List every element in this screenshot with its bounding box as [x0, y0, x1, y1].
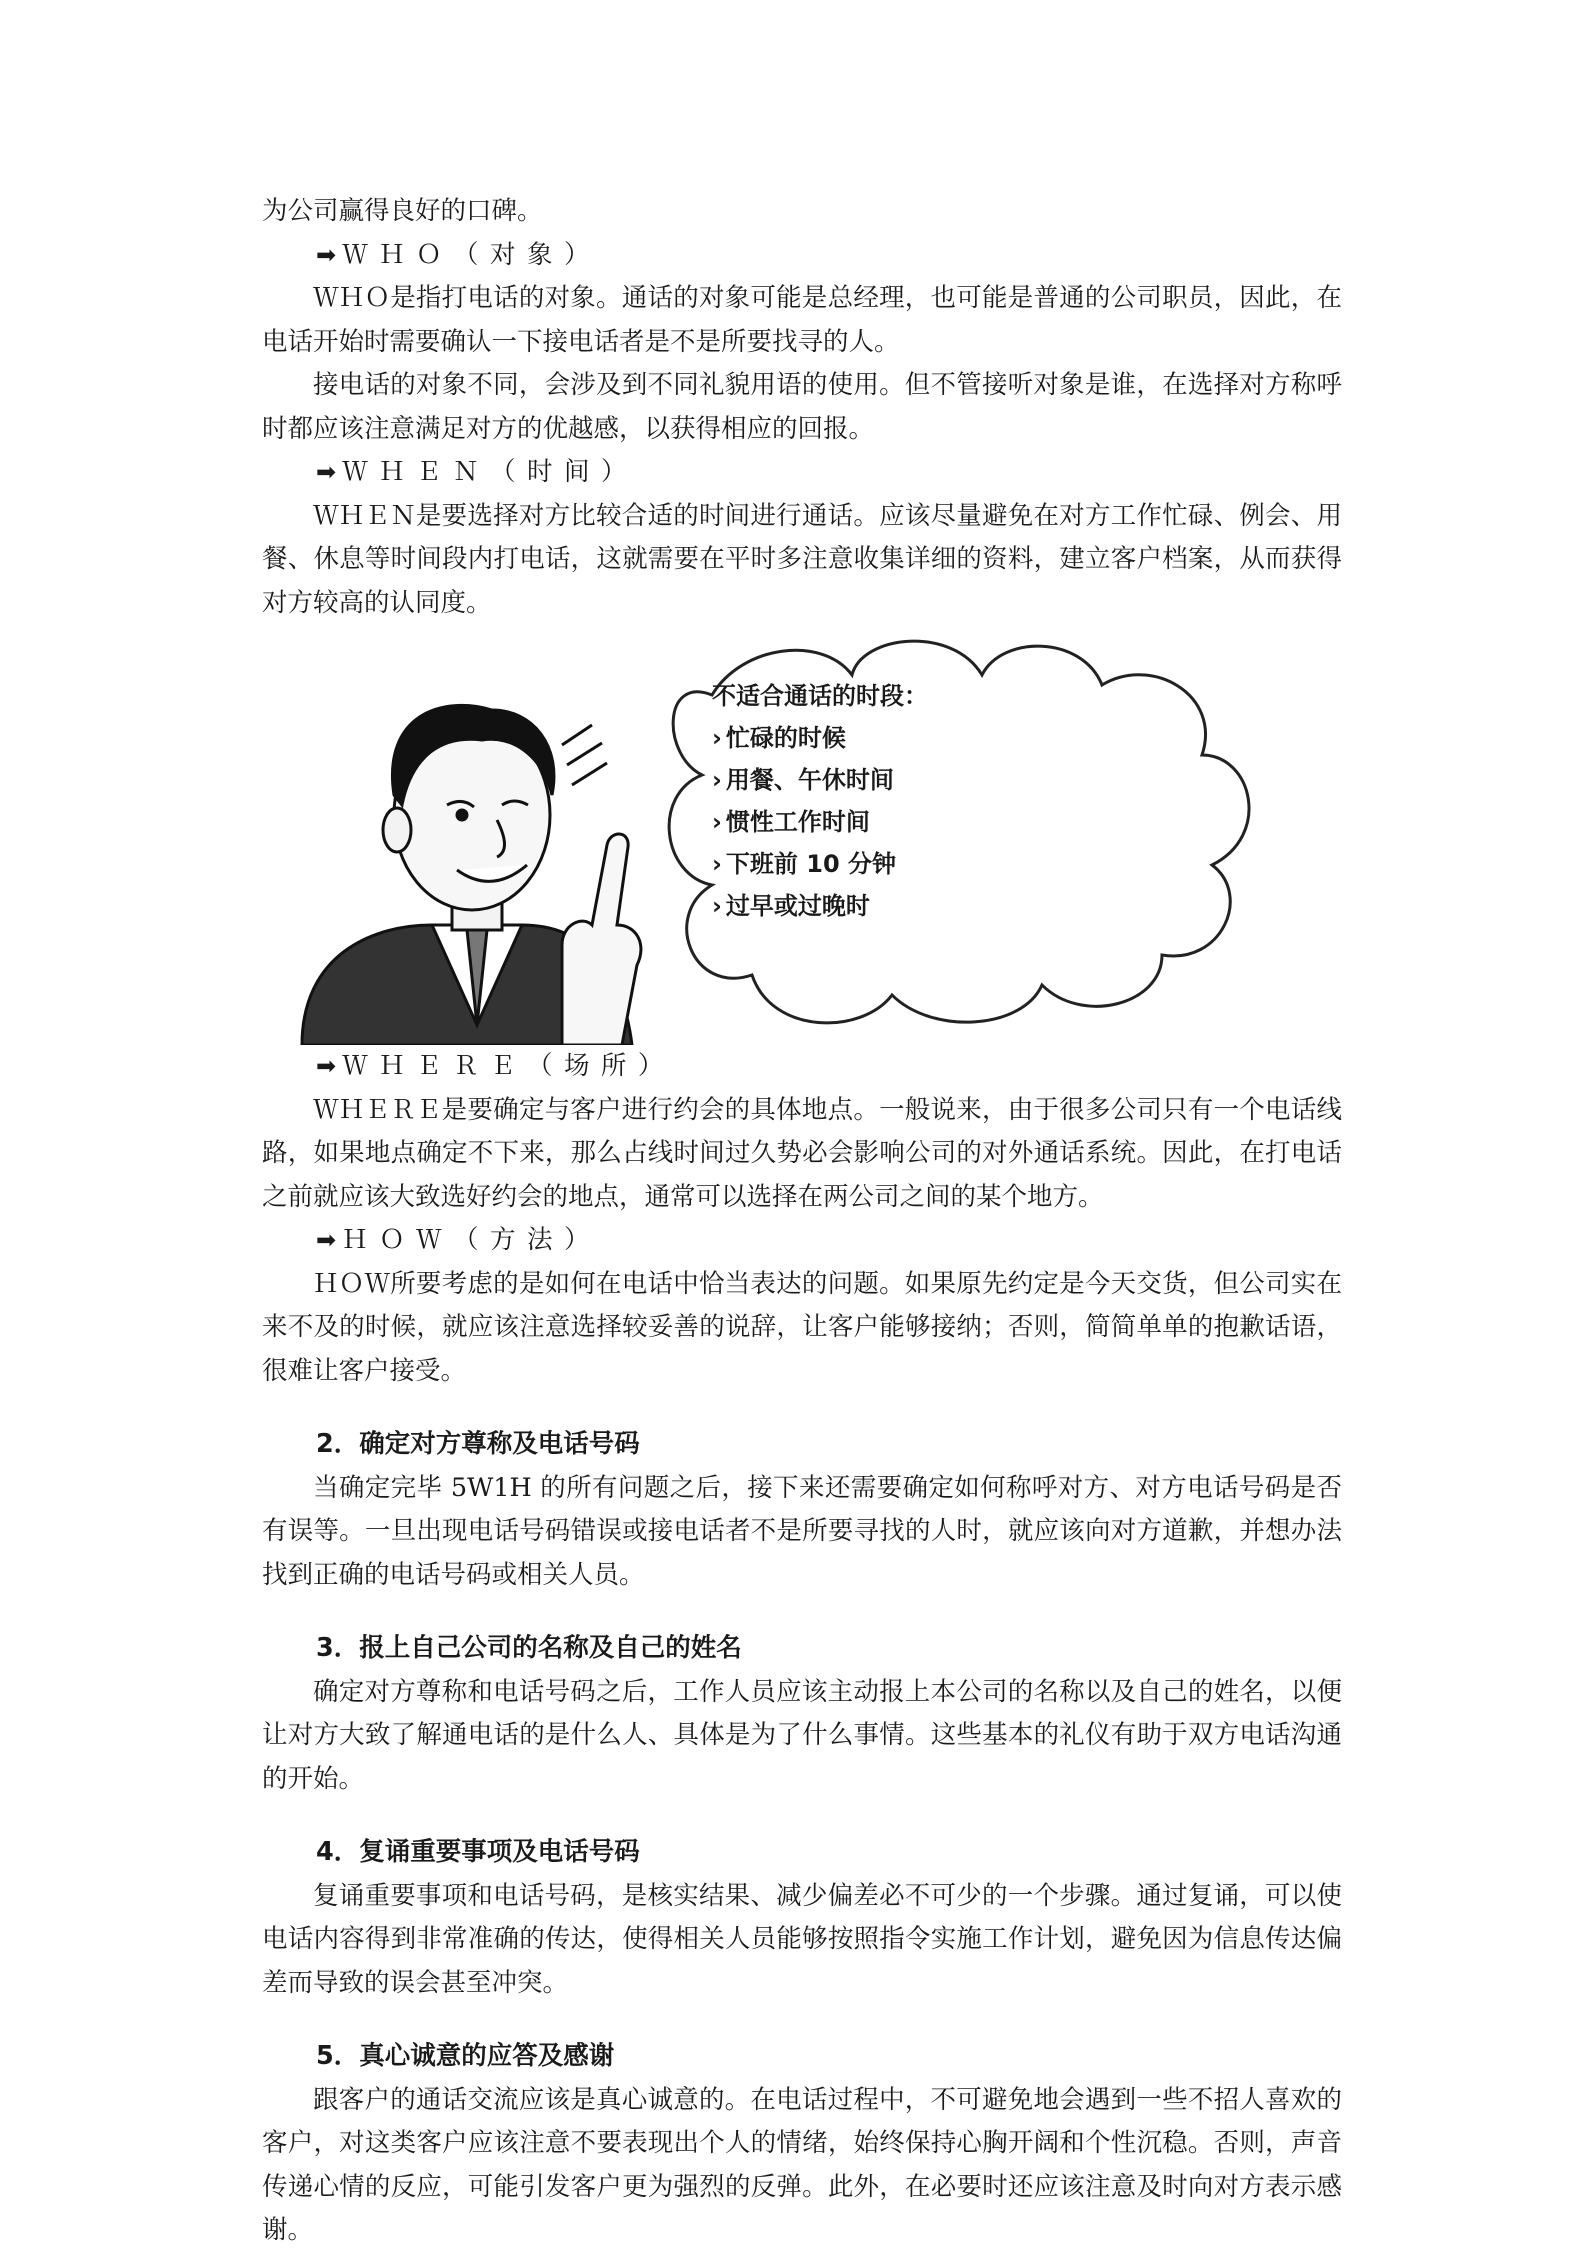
section-paragraph: 跟客户的通话交流应该是真心诚意的。在电话过程中，不可避免地会遇到一些不招人喜欢的客户，对这类客户应该注意不要表现出个人的情绪，始终保持心胸开阔和个性沉稳。否则，声音传递心情的反应，可能引发客户更为强烈的反弹。此外，在必要时还应该注意及时向对方表示感谢。 — [262, 2084, 1342, 2245]
where-heading: ➡ ＷＨＥＲＥ（场所） — [262, 1045, 1342, 1089]
cloud-list-item: › 下班前 10 分钟 — [712, 843, 928, 885]
how-paragraph-1: ＨＯＷ所要考虑的是如何在电话中恰当表达的问题。如果原先约定是今天交货，但公司实在来不及的时候，就应该注意选择较妥善的说辞，让客户能够接纳；否则，简简单单的抱歉话语，很难让客户接受。 — [262, 1268, 1342, 1386]
right-arrow-icon: ➡ — [316, 240, 337, 269]
chevron-right-icon: › — [712, 892, 722, 920]
chevron-right-icon: › — [712, 766, 722, 794]
chevron-right-icon: › — [712, 850, 722, 878]
cloud-list-item: › 过早或过晚时 — [712, 885, 928, 927]
section-heading: 5．真心诚意的应答及感谢 — [316, 2041, 615, 2071]
section-paragraph: 复诵重要事项和电话号码，是核实结果、减少偏差必不可少的一个步骤。通过复诵，可以使电话内容得到非常准确的传达，使得相关人员能够按照指令实施工作计划，避免因为信息传达偏差而导致的误会甚至冲突。 — [262, 1880, 1342, 1998]
cloud-text-block — [712, 675, 928, 927]
when-heading: ➡ ＷＨＥＮ（时间） — [262, 451, 1342, 495]
chevron-right-icon: › — [712, 808, 722, 836]
businessman-figure — [302, 705, 641, 1045]
who-paragraph-2: 接电话的对象不同，会涉及到不同礼貌用语的使用。但不管接听对象是谁，在选择对方称呼时都应该注意满足对方的优越感，以获得相应的回报。 — [262, 370, 1342, 444]
when-paragraph-1: ＷＨＥＮ是要选择对方比较合适的时间进行通话。应该尽量避免在对方工作忙碌、例会、用餐、休息等时间段内打电话，这就需要在平时多注意收集详细的资料，建立客户档案，从而获得对方较高的认同度。 — [262, 500, 1342, 618]
section-heading: 3．报上自己公司的名称及自己的姓名 — [316, 1633, 742, 1663]
chevron-right-icon: › — [712, 724, 722, 752]
document-body — [262, 190, 1342, 2253]
cloud-list-item: › 用餐、午休时间 — [712, 759, 928, 801]
illustration-figure — [262, 625, 1342, 1045]
section-heading: 2．确定对方尊称及电话号码 — [316, 1429, 640, 1459]
who-paragraph-1: ＷＨＯ是指打电话的对象。通话的对象可能是总经理，也可能是普通的公司职员，因此，在电话开始时需要确认一下接电话者是不是所要找寻的人。 — [262, 283, 1342, 357]
right-arrow-icon: ➡ — [316, 1052, 337, 1080]
cloud-title: 不适合通话的时段： — [712, 682, 928, 710]
cloud-list-item: › 惯性工作时间 — [712, 801, 928, 843]
intro-paragraph-tail: 为公司赢得良好的口碑。 — [262, 196, 543, 226]
section-paragraph: 当确定完毕 5W1H 的所有问题之后，接下来还需要确定如何称呼对方、对方电话号码是否有误等。一旦出现电话号码错误或接电话者不是所要寻找的人时，就应该向对方道歉，并想办法找到正确的电话号码或相关人员。 — [262, 1472, 1342, 1590]
right-arrow-icon: ➡ — [316, 458, 337, 486]
section-paragraph: 确定对方尊称和电话号码之后，工作人员应该主动报上本公司的名称以及自己的姓名，以便让对方大致了解通电话的是什么人、具体是为了什么事情。这些基本的礼仪有助于双方电话沟通的开始。 — [262, 1676, 1342, 1794]
section-heading: 4．复诵重要事项及电话号码 — [316, 1837, 640, 1867]
where-paragraph-1: ＷＨＥＲＥ是要确定与客户进行约会的具体地点。一般说来，由于很多公司只有一个电话线路，如果地点确定不下来，那么占线时间过久势必会影响公司的对外通话系统。因此，在打电话之前就应该大致选好约会的地点，通常可以选择在两公司之间的某个地方。 — [262, 1094, 1342, 1212]
how-heading: ➡ ＨＯＷ（方法） — [262, 1219, 1342, 1263]
cloud-list-item: › 忙碌的时候 — [712, 717, 928, 759]
who-heading: ➡ ＷＨＯ（对象） — [262, 234, 1342, 278]
right-arrow-icon: ➡ — [316, 1226, 337, 1254]
